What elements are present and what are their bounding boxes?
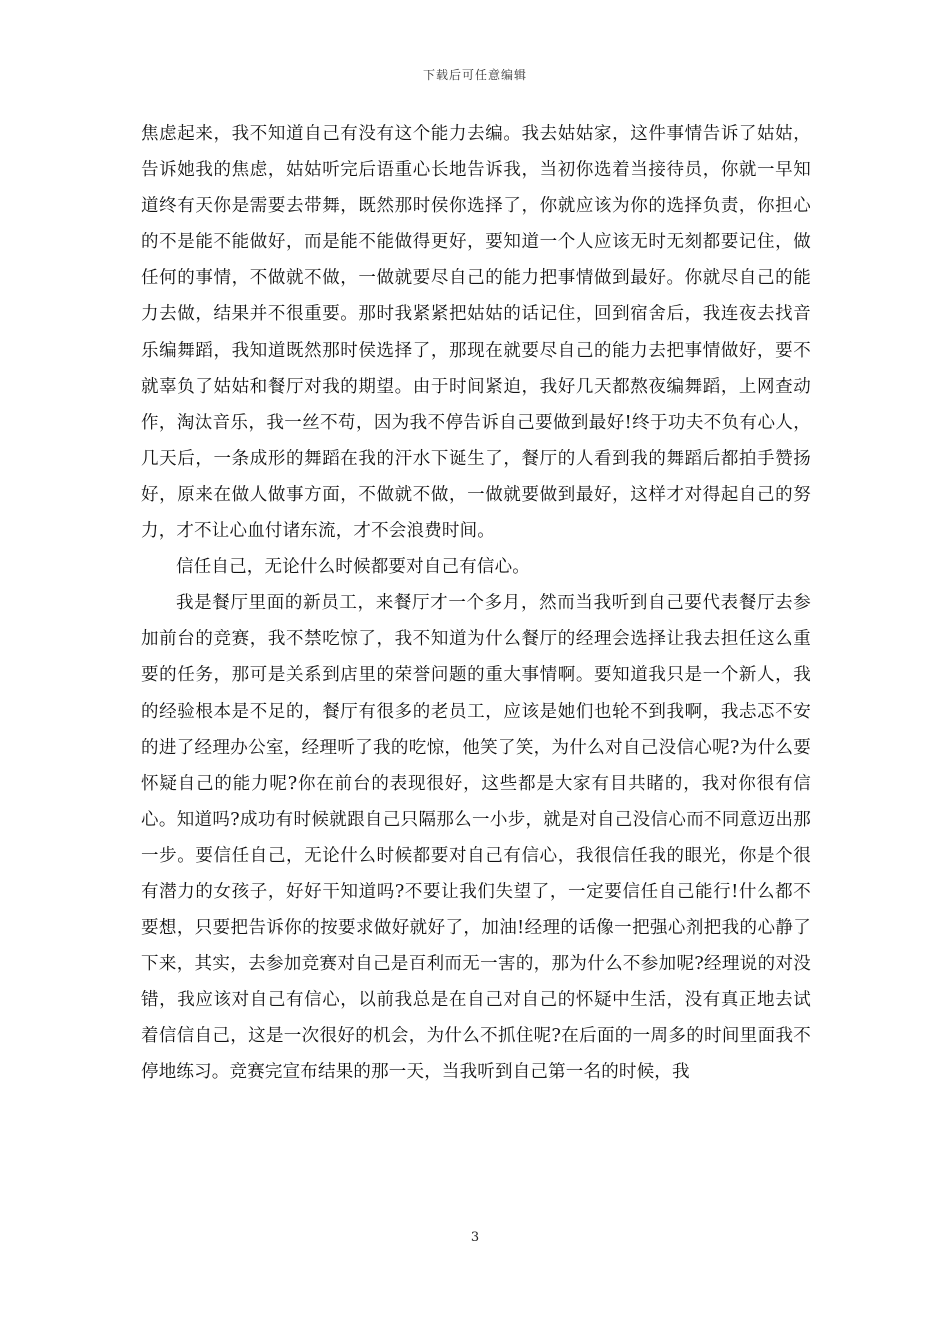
paragraph-heading-trust-yourself: 信任自己，无论什么时候都要对自己有信心。 (176, 557, 530, 578)
page-number: 3 (470, 1230, 480, 1245)
paragraph-continuation: 焦虑起来，我不知道自己有没有这个能力去编。我去姑姑家，这件事情告诉了姑姑，告诉她我的焦虑，姑姑听完后语重心长地告诉我，当初你选着当接待员，你就一早知道终有天你是需要去带舞，既然那时侯你选择了，你就应该为你的选择负责，你担心的不是能不能做好，而是能不能做得更好，要知道一个人应该无时无刻都要记住，做任何的事情，不做就不做，一做就要尽自己的能力把事情做到最好。你就尽自己的能力去做，结果并不很重要。那时我紧紧把姑姑的话记住，回到宿舍后，我连夜去找音乐编舞蹈，我知道既然那时侯选择了，那现在就要尽自己的能力去把事情做好，要不就辜负了姑姑和餐厅对我的期望。由于时间紧迫，我好几天都熬夜编舞蹈，上网查动作，淘汰音乐，我一丝不苟，因为我不停告诉自己要做到最好!终于功夫不负有心人，几天后，一条成形的舞蹈在我的汗水下诞生了，餐厅的人看到我的舞蹈后都拍手赞扬好，原来在做人做事方面，不做就不做，一做就要做到最好，这样才对得起自己的努力，才不让心血付诸东流，才不会浪费时间。 (141, 124, 811, 542)
paragraph-new-employee-story: 我是餐厅里面的新员工，来餐厅才一个多月，然而当我听到自己要代表餐厅去参加前台的竞赛，我不禁吃惊了，我不知道为什么餐厅的经理会选择让我去担任这么重要的任务，那可是关系到店里的荣誉问题的重大事情啊。要知道我只是一个新人，我的经验根本是不足的，餐厅有很多的老员工，应该是她们也轮不到我啊，我忐忑不安的进了经理办公室，经理听了我的吃惊，他笑了笑，为什么对自己没信心呢?为什么要怀疑自己的能力呢?你在前台的表现很好，这些都是大家有目共睹的，我对你很有信心。知道吗?成功有时候就跟自己只隔那么一小步，就是对自己没信心而不同意迈出那一步。要信任自己，无论什么时候都要对自己有信心，我很信任我的眼光，你是个很有潜力的女孩子，好好干知道吗?不要让我们失望了，一定要信任自己能行!什么都不要想，只要把告诉你的按要求做好就好了，加油!经理的话像一把强心剂把我的心静了下来，其实，去参加竞赛对自己是百利而无一害的，那为什么不参加呢?经理说的对没错，我应该对自己有信心，以前我总是在自己对自己的怀疑中生活，没有真正地去试着信信自己，这是一次很好的机会，为什么不抓住呢?在后面的一周多的时间里面我不停地练习。竞赛完宣布结果的那一天，当我听到自己第一名的时候，我 (141, 593, 811, 1083)
document-body (141, 116, 811, 1091)
page-header: 下载后可任意编辑 (422, 68, 527, 82)
